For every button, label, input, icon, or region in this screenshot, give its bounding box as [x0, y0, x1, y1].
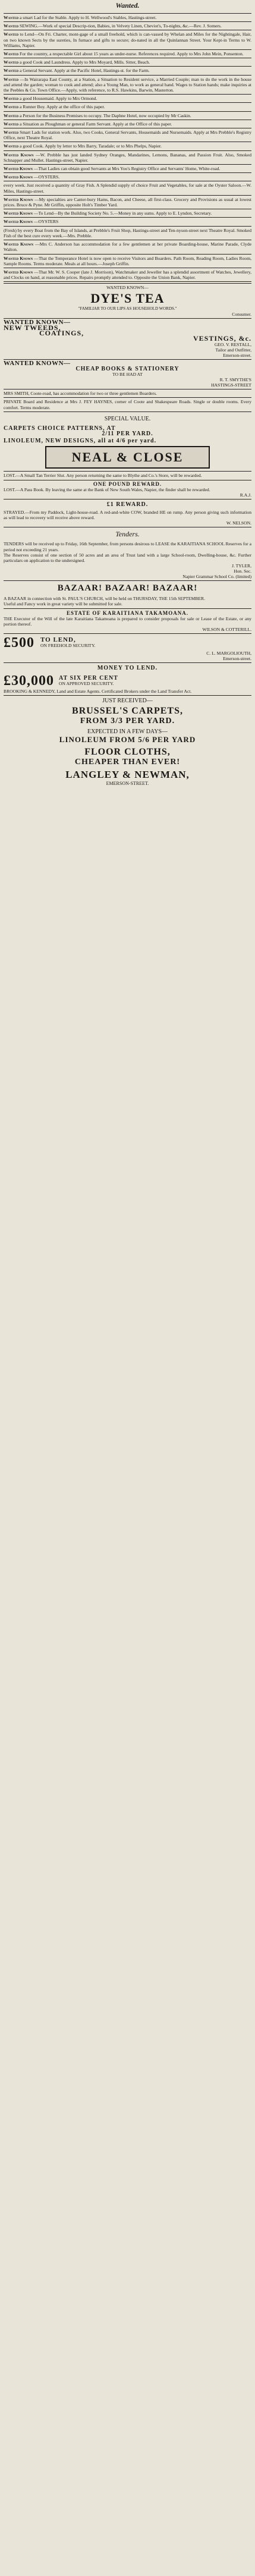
ad-text: —That Ladies can obtain good Servants at Mrs Yoo's Registry Office and Servants' Home, White-road.	[33, 166, 221, 172]
dyes-pre: WANTED KNOWN—	[106, 285, 149, 291]
classified-ad	[4, 256, 251, 266]
divider	[4, 283, 251, 284]
dyes-title: DYE'S TEA	[90, 290, 165, 306]
tweeds-lead: WANTED KNOWN—	[4, 318, 71, 326]
divider	[4, 195, 251, 196]
ad-text: a good Housemaid. Apply to Mrs Ormond.	[20, 96, 97, 102]
reward1-head: ONE POUND REWARD.	[93, 480, 162, 487]
classified-ad	[4, 15, 251, 20]
cheap-books-ad	[4, 361, 251, 388]
ad-lead: Wanted Known	[4, 255, 33, 261]
divider	[4, 21, 251, 22]
m30-b: ON APPROVED SECURITY.	[59, 681, 114, 686]
pound-reward-ad	[4, 482, 251, 498]
ad-lead: Wanted Known	[4, 166, 33, 172]
cheap-sig2: HASTINGS-STREET	[211, 382, 251, 388]
neal-close-logo: NEAL & CLOSE	[45, 446, 210, 469]
divider	[4, 102, 251, 103]
divider	[4, 254, 251, 255]
classified-ad	[4, 269, 251, 280]
ad-lead: Wanted Known	[4, 196, 33, 202]
classified-ad	[4, 241, 251, 252]
m30-amount: £30,000	[4, 673, 54, 689]
tender-text-1: TENDERS will be received up to Friday, 16th September, from persons desirous to LEASE the KARAITIANA SCHOOL Reserves for a period not exceeding 21 years.	[4, 541, 251, 552]
ad-text: a Runner Boy. Apply at the office of this paper.	[20, 104, 105, 110]
classified-ad	[4, 113, 251, 118]
ad-lead: Wanted	[4, 32, 19, 37]
cheap-line: CHEAP BOOKS & STATIONERY	[75, 365, 180, 372]
ad-lead: Wanted Known	[4, 152, 34, 158]
carpets-line: CARPETS CHOICE PATTERNS, AT	[4, 425, 116, 432]
divider	[4, 499, 251, 500]
ad-lead: Wanted Known	[4, 174, 33, 180]
brussels-a: BRUSSEL'S CARPETS,	[72, 706, 183, 717]
classified-ad	[4, 166, 251, 171]
received-heading: JUST RECEIVED—	[102, 698, 153, 705]
expected-heading: EXPECTED IN A FEW DAYS—	[87, 728, 168, 736]
ad-text: a good Cook and Laundress. Apply to Mrs Moyard, Mills. Sitter, Beach.	[20, 59, 150, 65]
divider	[4, 75, 251, 76]
lend-b: ON FREEHOLD SECURITY.	[40, 643, 96, 648]
tweeds-sig3: Emerson-street.	[223, 352, 251, 358]
ad-text: —Mrs C. Anderson has accommodation for a few gentlemen at her private Boarding-house, Marine Parade, Clyde Walton.	[4, 241, 251, 253]
ad-lead: Wanted Known	[4, 219, 33, 225]
estate-heading: ESTATE OF KARAITIANA TAKAMOANA.	[66, 610, 189, 616]
reward1-text: LOST.—A Pass Book. By leaving the same at the Bank of New South Wales, Napier, the finder shall be rewarded.	[4, 486, 210, 492]
ad-lead: Wanted	[4, 15, 19, 20]
dyes-sig: Consumer.	[232, 311, 251, 317]
lend-30000-ad	[4, 673, 251, 689]
cheap-lead: WANTED KNOWN—	[4, 359, 71, 367]
ad-text: a good Cook. Apply by letter to Mrs Barry, Taradale; or to Mrs Phelps, Napier.	[20, 143, 162, 149]
strayed-ad: STRAYED.—From my Paddock, Light-house-road. A red-and-white COW, branded HE on rump. Any person giving such information as will lead to recovery will receive above reward.	[4, 509, 251, 521]
ad-lead: Wanted	[4, 104, 19, 110]
classified-ad	[4, 68, 251, 73]
ad-lead: Wanted Known	[4, 211, 33, 216]
ad-text: —My specialties are Canter-bury Hams, Bacon, and Cheese, all first-class. Grocery and Provisions as usual at lowest prices. Bruce & Pyne. Mr Griffin, opposite Holt's Timber Yard.	[4, 196, 251, 208]
ad-lead: Wanted	[4, 130, 19, 136]
classified-ad	[4, 174, 251, 180]
ad-text: a General Servant. Apply at the Pacific Hotel, Hastings-st. for the Farm.	[20, 68, 150, 74]
ad-lead: Wanted	[4, 51, 19, 57]
section-header: Wanted.	[115, 1, 140, 10]
ad-lead: Wanted Known	[4, 269, 33, 275]
classified-ad	[4, 228, 251, 238]
floor-b: CHEAPER THAN EVER!	[74, 758, 181, 767]
ad-text: (Fresh) by every Boat from the Bay of Islands, at Prebble's Fruit Shop, Hastings-street and Ten-nyson-street next Theatre Royal. Smoked Fish of the best cure every week.—Mrs. Prebble.	[4, 227, 251, 238]
cheap-sig1: R. T. SMYTHE'S	[219, 377, 251, 383]
classified-ads	[4, 15, 251, 282]
ad-text: —OYSTERS.	[33, 174, 60, 180]
classified-ad	[4, 211, 251, 216]
ad-lead: Wanted	[4, 68, 19, 74]
divider	[4, 608, 251, 609]
classified-ad	[4, 152, 251, 163]
classified-ad	[4, 121, 251, 127]
ad-text: —OYSTERS	[33, 219, 59, 225]
divider	[4, 397, 251, 398]
ad-text: —W. Prebble has just landed Sydney Oranges, Mandarines, Lemons, Bananas, and Passion Fruit. Also, Smoked Schnapper and Mullet. Hastings-street, Napier.	[4, 152, 252, 163]
classified-ad	[4, 183, 251, 193]
ad-text: a smart Lad for the Stable. Apply to H. Wellwood's Stables, Hastings-street.	[20, 15, 157, 20]
langley-name: LANGLEY & NEWMAN,	[65, 769, 190, 781]
ad-text: —That Mr. W. S. Cooper (late J. Morrison), Watchmaker and Jeweller has a splendid assortment of Watches, Jewellery, and Clocks on hand, at reasonable prices. Repairs promptly attended to. Opposite the Union Bank, Napier.	[4, 269, 251, 281]
divider	[4, 94, 251, 95]
ad-lead: Wanted	[4, 143, 19, 149]
ad-text: —To Lend—By the Building Society No. 5.—Money in any sums. Apply to E. Lyndon, Secretary.	[33, 211, 212, 216]
tender-sig-1: J. TYLER,	[232, 563, 251, 569]
cheap-sub: TO BE HAD AT	[112, 371, 143, 377]
tender-sig-2: Hon. Sec.	[234, 568, 251, 574]
money-heading: MONEY TO LEND.	[97, 665, 158, 671]
ad-lead: Wanted	[4, 112, 19, 118]
divider	[4, 695, 251, 696]
classified-ad	[4, 59, 251, 65]
ad-lead: Wanted	[4, 96, 19, 102]
divider	[4, 150, 251, 151]
tweeds-ad	[4, 320, 251, 358]
estate-sig: WILSON & COTTERILL.	[202, 627, 251, 632]
ad-text: a Situation as Ploughman or general Farm Servant. Apply at the Office of this paper.	[20, 121, 172, 127]
classified-ad	[4, 130, 251, 140]
divider	[4, 281, 251, 282]
carpets-ad	[4, 426, 251, 444]
langley-address: EMERSON-STREET.	[106, 781, 149, 787]
carpets-price: 2/11 PER YARD.	[102, 430, 153, 437]
private-board-ad: PRIVATE Board and Residence at Mrs J. FEY HAYNES, corner of Coote and Shakespeare Roads. Single or double rooms. Every comfort. Terms moderate.	[4, 399, 251, 410]
dyes-tea-ad	[4, 285, 251, 316]
dyes-quote: "FAMILIAR TO OUR LIPS AS HOUSEHOLD WORDS."	[78, 306, 177, 311]
divider	[4, 411, 251, 412]
lend-amount: £500	[4, 635, 34, 651]
ad-lead: Wanted	[4, 23, 19, 29]
estate-text: THE Executor of the Will of the late Karaitiana Takamoana is prepared to consider proposals for sale or Lease of the Estate, or any portion thereof.	[4, 615, 251, 627]
ad-text: every week. Just received a quantity of Gray Fish. A Splendid supply of choice Fruit and Vegetables, for sale at the Oyster Saloon.—W. Miles, Hastings-street.	[4, 183, 251, 194]
reward1-sig: R.A.J.	[240, 492, 251, 498]
ad-text: a Person for the Business Premises to occupy. The Daphne Hotel, now occupied by Mr Caskin.	[20, 112, 191, 118]
tweeds-line2: COATINGS,	[39, 329, 84, 338]
ad-text: —In Wairarapa East County, at a Station, a Situation to Resident service, a Married Couple; man to do the work in the house and attend the garden; woman to cook and attend; also a Young Man, to work as general hand. Wages to Station hands; make inquiries at the Peebles & Co. Town Office.—Apply, with reference, to R.S. Hawkins, Barwin, Masterton.	[4, 76, 251, 93]
tweeds-line3: VESTINGS, &c.	[193, 334, 251, 343]
divider	[4, 13, 251, 14]
floor-a: FLOOR CLOTHS,	[84, 747, 171, 758]
m30-a: AT SIX PER CENT	[59, 674, 118, 681]
divider	[4, 226, 251, 227]
ad-lead: Wanted Known	[4, 241, 34, 247]
classified-ad	[4, 197, 251, 208]
lino2-line: LINOLEUM FROM 5/6 PER YARD	[59, 735, 196, 744]
strayed-sig: W. NELSON.	[226, 520, 251, 526]
divider	[4, 111, 251, 112]
tender-sig-3: Napier Grammar School Co. (limited)	[182, 574, 251, 580]
ad-lead: Wanted	[4, 121, 19, 127]
divider	[4, 580, 251, 581]
lend-500-ad	[4, 635, 251, 651]
divider	[4, 66, 251, 67]
tweeds-sig1: GEO. V. RESTALL,	[214, 341, 251, 347]
classified-ad	[4, 51, 251, 56]
ad-lead: Wanted	[4, 59, 19, 65]
brokers-text: BROOKING & KENNEDY, Land and Estate Agents. Certificated Brokers under the Land Transfer Act.	[4, 689, 192, 694]
divider	[4, 217, 251, 218]
divider	[4, 633, 251, 634]
classified-ad	[4, 96, 251, 101]
divider	[4, 49, 251, 50]
bazaar-note: Useful and Fancy work in great variety will be submitted for sale.	[4, 601, 122, 607]
classified-ad	[4, 104, 251, 109]
divider	[4, 164, 251, 165]
divider	[4, 172, 251, 173]
lend-a: TO LEND,	[40, 636, 76, 643]
tender-text-2: The Reserves consist of one section of 50 acres and an area of Trust land with a large School-room, Dwelling-house, &c. Further particulars on application to the undersigned.	[4, 552, 251, 563]
divider	[4, 662, 251, 663]
reward2-head: £1 REWARD.	[106, 501, 149, 508]
divider	[4, 471, 251, 472]
tweeds-sig2: Tailor and Outfitter,	[215, 347, 251, 353]
lost-terrier-ad: LOST.—A Small Tan Terrier Slut. Any person returning the same to Blythe and Co.'s Store, will be rewarded.	[4, 473, 202, 479]
lend-sig2: Emerson-street.	[223, 656, 251, 661]
ad-text: For the country, a respectable Girl about 15 years as under-nurse. References required. Apply to Mrs John Mein, Ponsenton.	[20, 51, 244, 57]
classified-ad	[4, 219, 251, 224]
classified-ad	[4, 143, 251, 149]
ad-text: SEWING.—Work of special Descrip-tion, Babies, in Velvety Linen, Cheviot's, To-nights, &c.—Rev. J. Somers.	[20, 23, 222, 29]
ad-text: Smart Lads for station work. Also, two Cooks, General Servants, Housemaids and Nursemaids. Apply at Mrs Prebble's Registry Office, next Theatre Royal.	[4, 130, 251, 141]
lino-line: LINOLEUM, NEW DESIGNS, all at 4/6 per yard.	[4, 438, 157, 445]
classified-ad	[4, 32, 251, 48]
ad-lead: Wanted	[4, 76, 19, 82]
tweeds-line1: NEW TWEEDS,	[4, 323, 61, 332]
bazaar-heading: BAZAAR! BAZAAR! BAZAAR!	[57, 583, 198, 593]
lend-sig: C. L. MARGOLIOUTH,	[206, 651, 251, 656]
classified-ad	[4, 23, 251, 29]
classified-ad	[4, 77, 251, 93]
brussels-b: FROM 3/3 PER YARD.	[80, 717, 175, 726]
ad-text: to Lend—On Fri. Charter, mont-gage of a small freehold, which is can-vassed by Whelan and Miles for the Nightingale, Hair, on two known Sects by the sureties, In furnace and gifts to secure; do-nated in all the Quinlannan Street. Your Kept-in Terms to W. Williams, Napier.	[4, 32, 251, 48]
ad-text: —That the Temperance Hotel is now open to receive Visitors and Boarders. Path Room, Reading Room, Ladies Room, Sample Rooms. Terms moderate. Meals at all hours.—Joseph Griffin.	[4, 255, 252, 266]
tenders-heading: Tenders.	[115, 530, 140, 539]
bazaar-text: A BAZAAR in connection with St. PAUL'S CHURCH, will be held on THURSDAY, THE 15th SEPTEMBER.	[4, 596, 205, 602]
special-value-heading: SPECIAL VALUE.	[104, 415, 151, 422]
smith-ad: MRS SMITH, Coote-road, has accommodation for two or three gentlemen Boarders.	[4, 391, 157, 397]
